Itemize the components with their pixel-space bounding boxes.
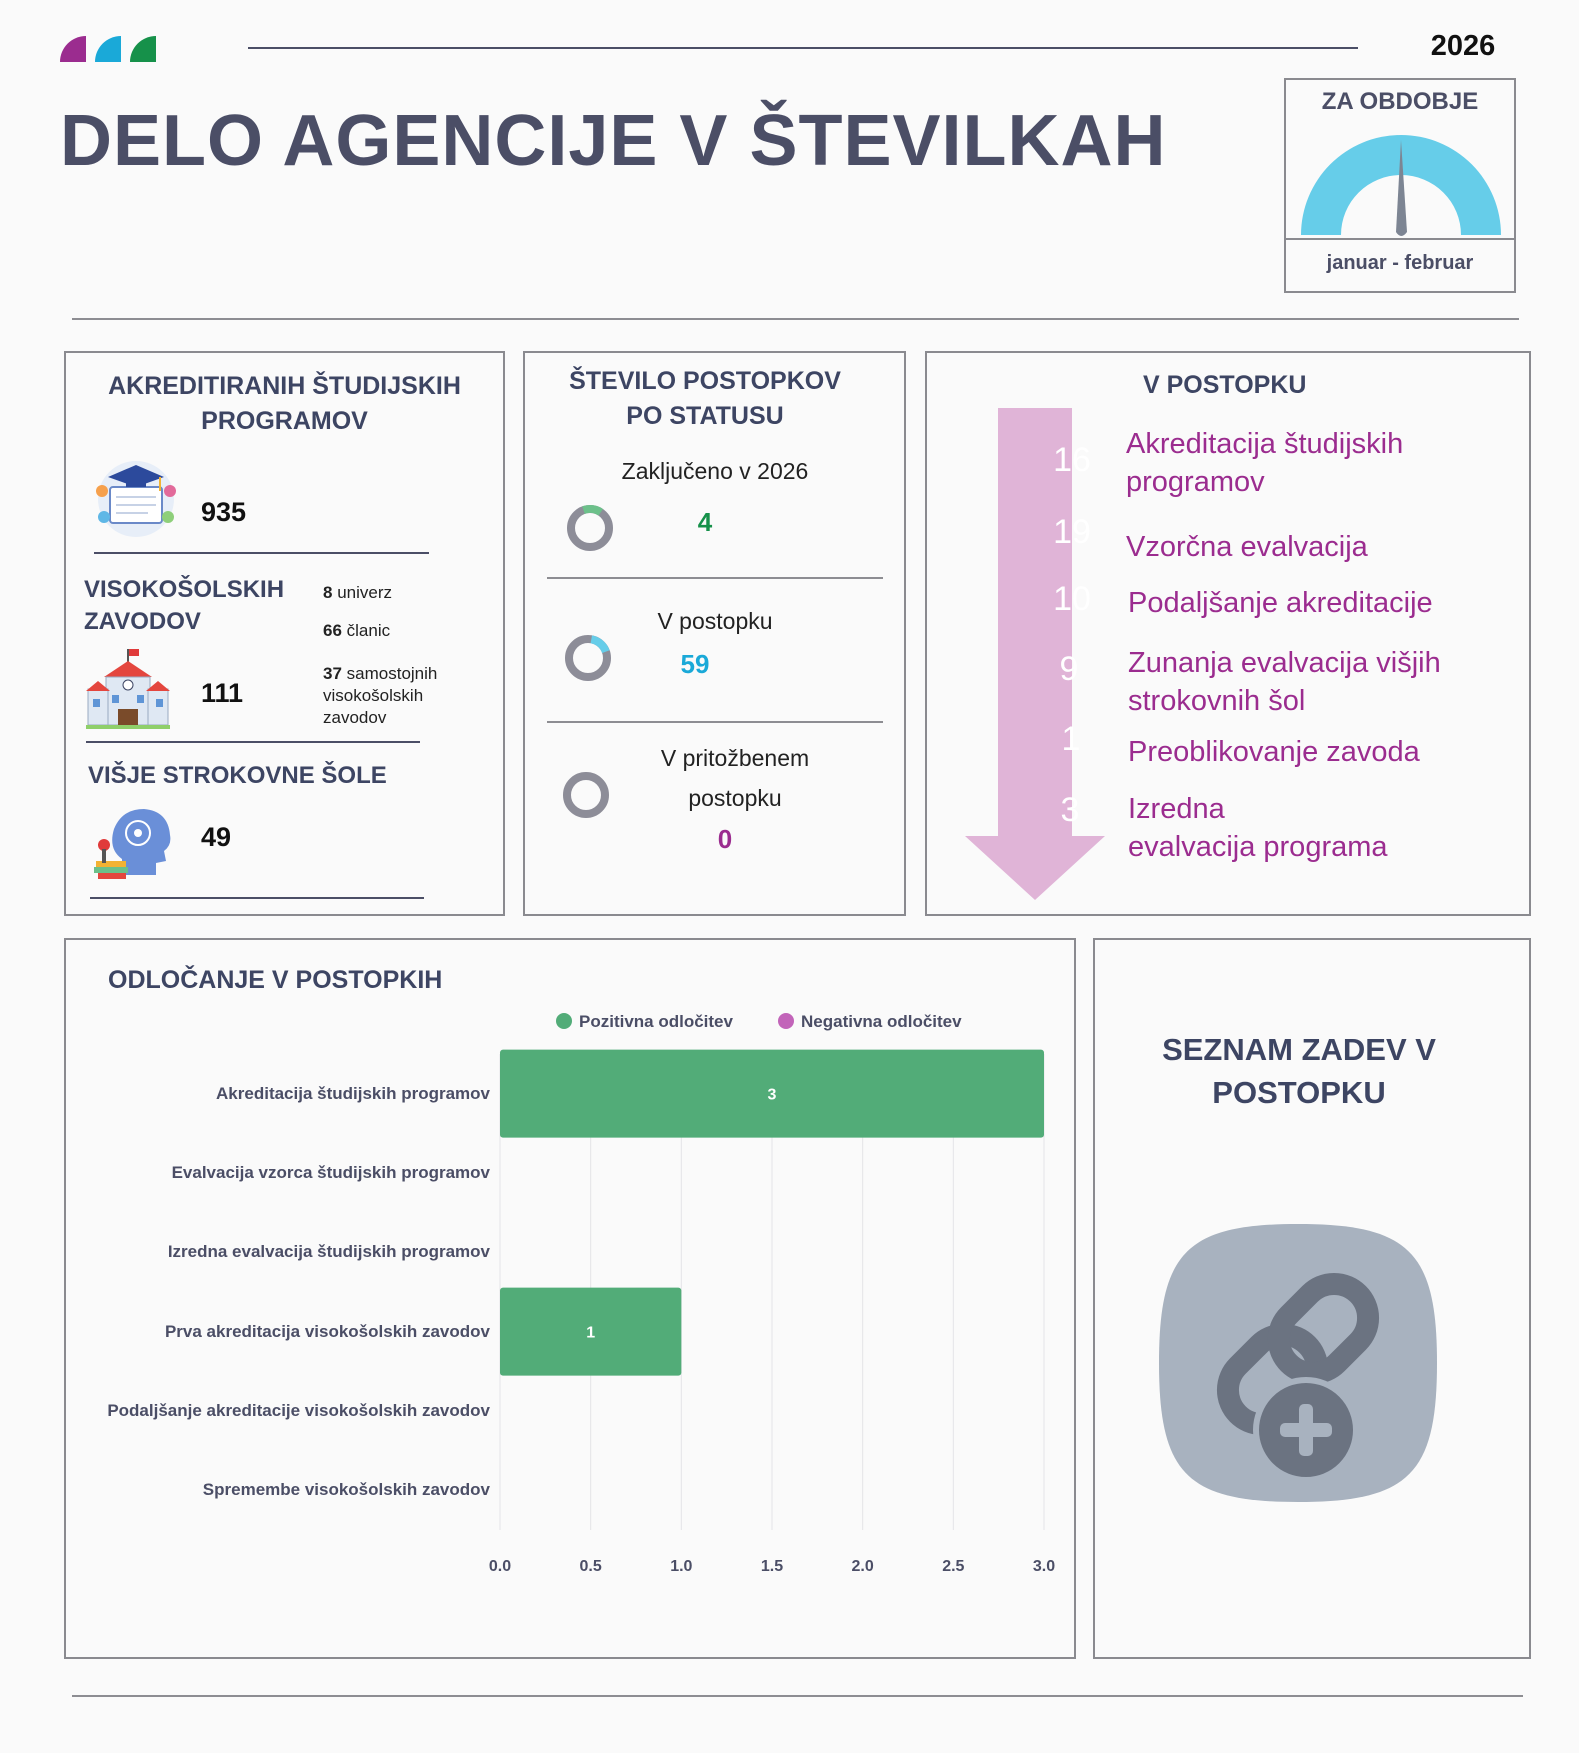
status-panel [523,351,906,916]
graduation-cap-icon [88,457,184,541]
accredited-rule-2 [86,741,420,743]
concluded-value: 4 [697,507,713,537]
programs-count: 935 [201,497,247,527]
header-rule [248,47,1358,49]
accredited-title [66,369,503,439]
colleges-count: 49 [201,822,232,852]
accredited-rule-1 [94,552,429,554]
independent-num: 37 [323,664,342,683]
year-label: 2026 [1430,30,1496,62]
status-rule-2 [547,721,883,723]
category-label: Podaljšanje akreditacije visokošolskih zavodov [107,1401,490,1420]
category-label: Akreditacija študijskih programov [216,1083,490,1103]
members-label: članic [346,621,391,640]
appeal-label [585,738,885,818]
x-tick-label: 3.0 [1032,1558,1056,1575]
link-add-icon[interactable] [1159,1224,1437,1502]
accredited-rule-3 [90,897,424,899]
accredited-title-line1: AKREDITIRANIH ŠTUDIJSKIH [108,372,461,400]
pending-value: 59 [680,649,710,679]
page-title: DELO AGENCIJE V ŠTEVILKAH [60,101,1167,181]
proc-label-2: Vzorčna evalvacija [1126,531,1368,563]
in-progress-panel [925,351,1531,916]
cases-title-line2: POSTOPKU [1212,1075,1386,1110]
independent-label-line2: visokošolskih [323,686,424,705]
bar-value-label: 1 [586,1324,596,1342]
decisions-title: ODLOČANJE V POSTOPKIH [108,966,443,994]
period-label: ZA OBDOBJE [1321,88,1479,115]
members-num: 66 [323,621,342,640]
universities-num: 8 [323,583,333,602]
accredited-title-line2: PROGRAMOV [201,407,368,435]
independent-label-line1: samostojnih [346,664,438,683]
legend-positive-label: Pozitivna odločitev [579,1012,733,1031]
appeal-value: 0 [717,824,733,854]
members-line [323,620,390,642]
cases-panel[interactable] [1093,938,1531,1659]
category-label: Izredna evalvacija študijskih programov [167,1242,490,1262]
concluded-donut [565,503,615,553]
logo-shape-purple [60,36,86,62]
cases-title [1095,1028,1503,1114]
arrow-count-5: 1 [1061,720,1081,758]
institutions-title-line1: VISOKOŠOLSKIH [84,576,285,603]
gauge-icon [1296,130,1506,238]
cases-title-line1: SEZNAM ZADEV V [1162,1032,1436,1067]
institutions-title-line2: ZAVODOV [84,608,201,635]
x-tick-label: 0.5 [579,1558,602,1575]
category-label: Spremembe visokošolskih zavodov [202,1480,490,1500]
section-rule-top [72,318,1519,320]
logo-shape-blue [95,36,121,62]
in-progress-title: V POSTOPKU [1143,371,1307,399]
x-tick-label: 2.5 [942,1558,965,1575]
bar-value-label: 3 [767,1086,777,1104]
period-box [1284,78,1516,293]
category-label: Evalvacija vzorca študijskih programov [171,1163,490,1182]
appeal-label-line2: postopku [688,785,782,811]
legend-negative-label: Negativna odločitev [801,1012,962,1031]
independent-label-line3: zavodov [323,708,387,727]
concluded-label: Zaključeno v 2026 [621,458,809,484]
x-tick-label: 2.0 [851,1558,874,1575]
institutions-count: 111 [201,678,244,708]
pending-label: V postopku [657,608,773,634]
pending-donut [563,633,613,683]
independent-line [323,663,437,729]
period-divider [1286,238,1514,240]
x-tick-label: 1.0 [670,1558,693,1575]
arrow-count-6: 3 [1060,791,1080,829]
proc-label-6: Izredna evalvacija programa [1128,793,1388,863]
accredited-panel [64,351,505,916]
arrow-count-2: 19 [1053,513,1091,551]
proc-label-5: Preoblikovanje zavoda [1128,736,1420,768]
status-rule-1 [547,577,883,579]
decisions-panel [64,938,1076,1659]
proc-label-4: Zunanja evalvacija višjih strokovnih šol [1128,647,1441,717]
proc-label-1: Akreditacija študijskih programov [1126,428,1404,498]
period-value: januar - februar [1326,252,1474,274]
universities-label: univerz [337,583,393,602]
status-title [525,364,885,434]
x-tick-labels [66,940,1074,1657]
arrow-count-3: 10 [1053,580,1091,618]
section-rule-bottom [72,1695,1523,1697]
logo-shape-green [130,36,156,62]
arrow-count-1: 16 [1053,441,1091,479]
proc-label-3: Podaljšanje akreditacije [1128,587,1433,619]
universities-line [323,582,392,604]
arrow-count-4: 9 [1059,650,1079,688]
category-label: Prva akreditacija visokošolskih zavodov [164,1321,490,1341]
institutions-title [84,574,284,638]
appeal-donut [561,770,611,820]
status-title-line1: ŠTEVILO POSTOPKOV [569,367,841,395]
x-tick-label: 0.0 [488,1558,512,1575]
x-tick-label: 1.5 [760,1558,784,1575]
school-building-icon [86,647,170,731]
ai-head-icon [92,805,176,881]
appeal-label-line1: V pritožbenem [660,745,810,771]
colleges-title: VIŠJE STROKOVNE ŠOLE [88,762,387,789]
status-title-line2: PO STATUSU [626,402,784,430]
